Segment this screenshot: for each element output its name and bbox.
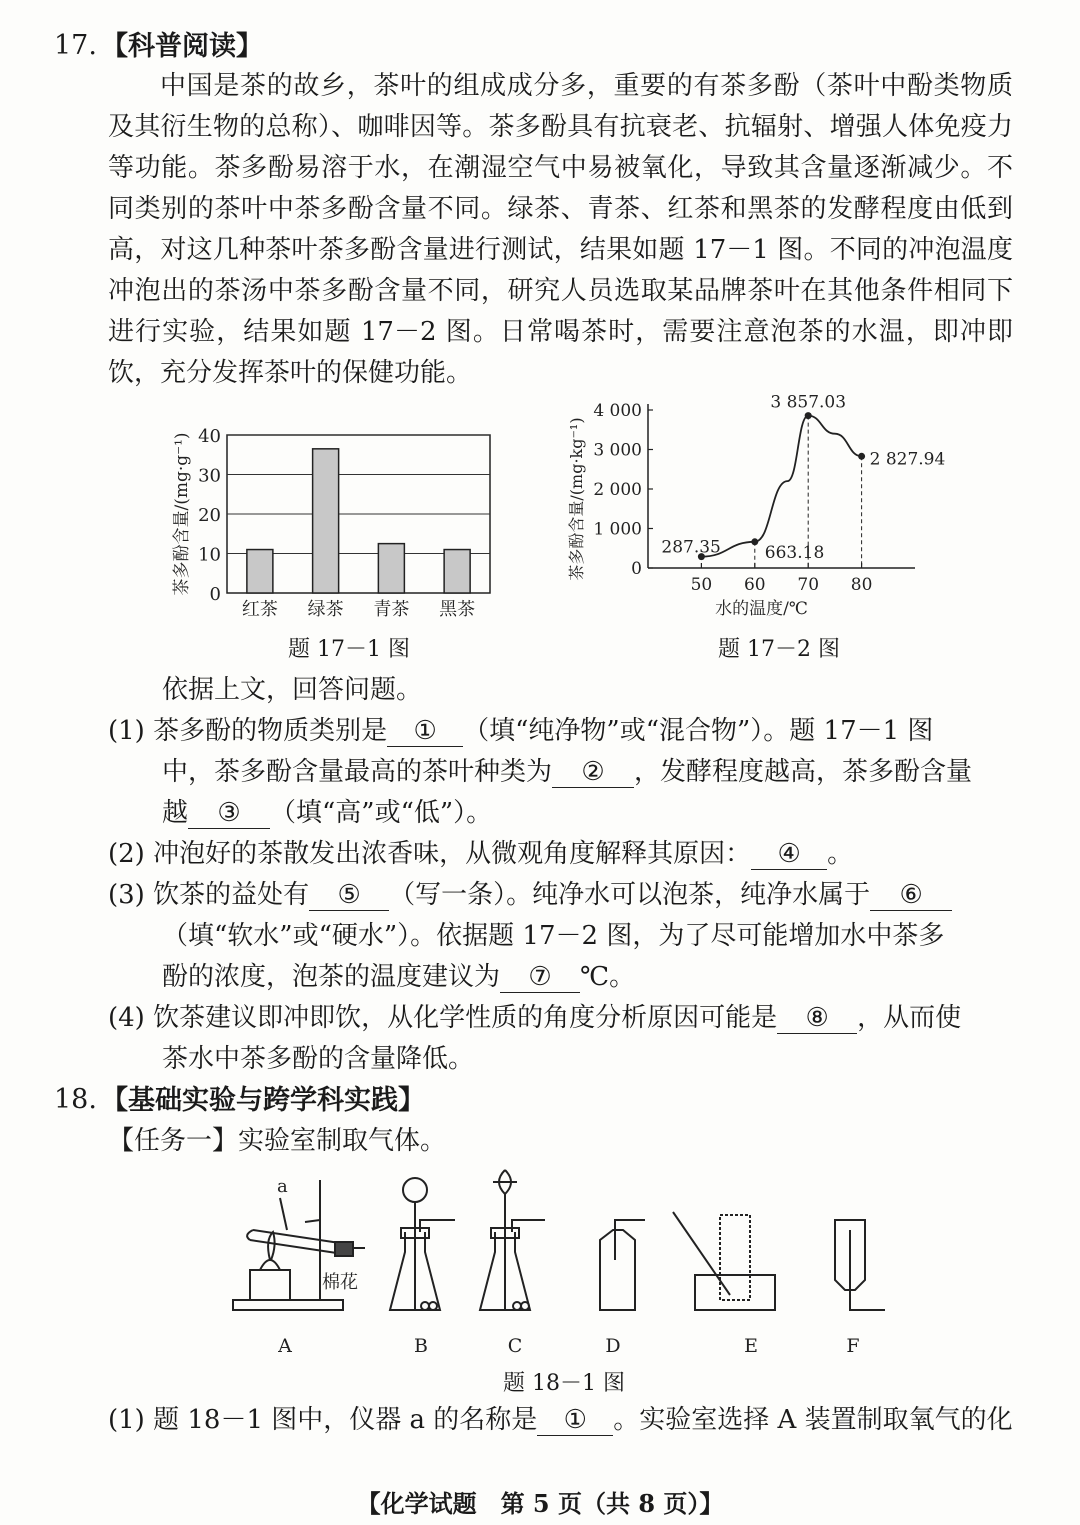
bar-x-tick-label: 青茶	[373, 599, 410, 620]
question-17-title: 【科普阅读】	[101, 31, 263, 62]
task-1-heading: 【任务一】实验室制取气体。	[108, 1126, 447, 1156]
answer-blank-4[interactable]: ④	[751, 839, 827, 870]
apparatus-label-d: D	[605, 1335, 621, 1357]
bar-x-tick-label: 红茶	[241, 599, 278, 620]
line-point-label: 3 857.03	[770, 392, 847, 413]
line-point-label: 2 827.94	[869, 449, 946, 470]
answer-blank-7[interactable]: ⑦	[500, 962, 580, 993]
bar-x-tick-label: 黑茶	[439, 599, 476, 620]
line-y-tick-label: 3 000	[593, 440, 642, 461]
bar-y-tick-label: 30	[198, 465, 221, 487]
answer-blank-3[interactable]: ③	[188, 798, 270, 829]
line-point-2	[751, 538, 758, 545]
apparatus-figure	[225, 1160, 905, 1360]
line-x-tick-label: 70	[797, 575, 820, 595]
apparatus-f-inverted-bottle	[835, 1220, 885, 1310]
bar-4	[444, 550, 470, 593]
apparatus-label-c: C	[507, 1335, 523, 1357]
apparatus-c-flask-separatory-funnel	[480, 1170, 545, 1310]
figure-17-2-caption: 题 17－2 图	[718, 637, 840, 662]
bar-y-axis-label: 茶多酚含量/(mg·g⁻¹)	[172, 432, 192, 596]
line-x-tick-label: 80	[850, 575, 873, 595]
bar-y-tick-label: 40	[198, 426, 221, 447]
apparatus-label-b: B	[414, 1335, 428, 1357]
line-x-tick-label: 60	[743, 575, 766, 595]
bar-3	[378, 544, 404, 593]
answer-blank-2[interactable]: ②	[552, 757, 634, 788]
apparatus-label-e: E	[744, 1335, 758, 1357]
apparatus-label-a: A	[278, 1335, 292, 1357]
line-y-tick-label: 1 000	[593, 519, 642, 540]
sub-question-17-3-line2: （填“软水”或“硬水”）。依据题 17－2 图，为了尽可能增加水中茶多	[162, 921, 945, 951]
apparatus-b-flask-funnel	[390, 1178, 455, 1310]
answer-intro: 依据上文，回答问题。	[162, 675, 423, 705]
sub-question-17-3-line1: (3) 饮茶的益处有 ⑤ （写一条）。纯净水可以泡茶，纯净水属于 ⑥	[108, 875, 952, 916]
answer-blank-18-1[interactable]: ①	[537, 1405, 613, 1436]
line-y-axis-label: 茶多酚含量/(mg·kg⁻¹)	[567, 417, 586, 581]
line-y-tick-label: 4 000	[593, 401, 642, 421]
bar-chart-17-1	[165, 420, 505, 630]
answer-blank-5[interactable]: ⑤	[309, 880, 389, 911]
question-18-title: 【基础实验与跨学科实践】	[101, 1085, 425, 1116]
sub-question-17-4-line2: 茶水中茶多酚的含量降低。	[162, 1044, 475, 1074]
bar-2	[313, 449, 339, 593]
sub-question-17-3-line3: 酚的浓度，泡茶的温度建议为 ⑦ ℃。	[162, 962, 636, 992]
label-a: a	[277, 1176, 288, 1197]
bar-x-tick-label: 绿茶	[307, 599, 344, 620]
apparatus-label-f: F	[846, 1335, 860, 1357]
answer-blank-6[interactable]: ⑥	[870, 880, 952, 911]
line-x-axis-label: 水的温度/℃	[715, 599, 808, 619]
question-17-number: 17.	[54, 30, 97, 61]
figure-17-1-caption: 题 17－1 图	[288, 637, 410, 662]
answer-blank-1[interactable]: ①	[387, 716, 463, 747]
sub-question-17-1-line2: 中，茶多酚含量最高的茶叶种类为 ② ，发酵程度越高，茶多酚含量	[162, 757, 973, 787]
sub-question-18-1: (1) 题 18－1 图中，仪器 a 的名称是 ① 。实验室选择 A 装置制取氧气的化	[108, 1405, 1013, 1435]
line-point-label: 663.18	[764, 542, 825, 563]
apparatus-e-water-trough	[673, 1212, 775, 1310]
line-chart-17-2	[560, 390, 960, 622]
bar-y-tick-label: 10	[198, 544, 221, 566]
page-footer: 【化学试题 第 5 页（共 8 页）】	[356, 1489, 724, 1518]
figure-18-1-caption: 题 18－1 图	[503, 1371, 625, 1396]
line-y-tick-label: 2 000	[593, 480, 642, 500]
sub-question-17-4-line1: (4) 饮茶建议即冲即饮，从化学性质的角度分析原因可能是 ⑧ ，从而使	[108, 1003, 962, 1033]
question-18-number: 18.	[54, 1084, 97, 1115]
line-series-curve	[701, 416, 861, 557]
bar-y-tick-label: 20	[198, 505, 221, 526]
bar-y-tick-label: 0	[209, 584, 221, 605]
sub-question-17-2: (2) 冲泡好的茶散发出浓香味，从微观角度解释其原因： ④ 。	[108, 839, 854, 869]
line-point-3	[805, 412, 812, 419]
bar-1	[247, 550, 273, 593]
label-cotton: 棉花	[322, 1272, 358, 1293]
sub-question-17-1-line1: (1) 茶多酚的物质类别是 ① （填“纯净物”或“混合物”）。题 17－1 图	[108, 716, 934, 746]
question-17-passage: 中国是茶的故乡，茶叶的组成成分多，重要的有茶多酚（茶叶中酚类物质及其衍生物的总称）、咖啡因等。茶多酚具有抗衰老、抗辐射、增强人体免疫力等功能。茶多酚易溶于水，在潮湿空气中易被氧化，导致其含量逐渐减少。不同类别的茶叶中茶多酚含量不同。绿茶、青茶、红茶和黑茶的发酵程度由低到高，对这几种茶叶茶多酚含量进行测试，结果如题 17－1 图。不同的冲泡温度冲泡出的茶汤中茶多酚含量不同，研究人员选取某品牌茶叶在其他条件相同下进行实验，结果如题 17－2 图。日常喝茶时，需要注意泡茶的水温，即冲即饮，充分发挥茶叶的保健功能。	[108, 71, 1013, 388]
line-point-4	[858, 453, 865, 460]
line-y-tick-label: 0	[631, 559, 642, 579]
apparatus-d-gas-bottle	[600, 1220, 645, 1310]
line-x-tick-label: 50	[690, 575, 713, 595]
line-point-label: 287.35	[661, 537, 721, 558]
answer-blank-8[interactable]: ⑧	[777, 1003, 857, 1034]
sub-question-17-1-line3: 越 ③ （填“高”或“低”）。	[162, 798, 493, 828]
